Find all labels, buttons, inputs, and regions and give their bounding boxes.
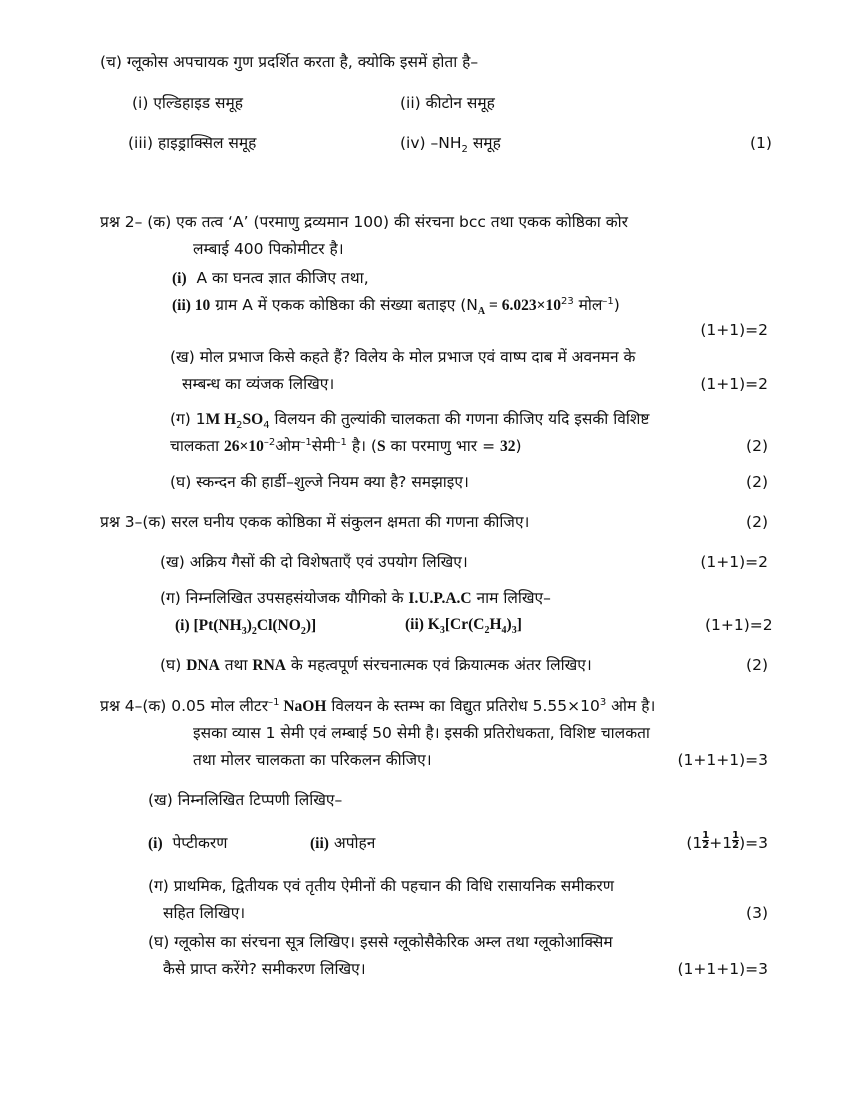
sub-number: (ii) 10 xyxy=(172,297,211,314)
marks: (1+1)=2 xyxy=(700,375,768,393)
marks-part: )=3 xyxy=(739,834,768,852)
question-text: का परमाणु भार = xyxy=(385,437,500,455)
formula-part: ] xyxy=(516,616,522,633)
question-2-ka-i xyxy=(172,266,768,290)
marks xyxy=(686,831,768,855)
question-text: सहित लिखिए। xyxy=(163,904,246,922)
marks: (1+1+1)=3 xyxy=(677,960,768,978)
question-text: इसका व्यास 1 सेमी एवं लम्बाई 50 सेमी है। इसकी प्रतिरोधकता, विशिष्ट चालकता xyxy=(193,724,650,742)
formula-part: (ii) K xyxy=(405,616,440,633)
marks: (1+1)=2 xyxy=(705,616,773,634)
option-text: (iii) हाइड्राक्सिल समूह xyxy=(128,134,257,152)
marks: (2) xyxy=(746,473,768,491)
formula-part: (i) [Pt(NH xyxy=(175,617,242,634)
question-2-ka-line2 xyxy=(193,237,768,261)
formula: M H xyxy=(205,411,237,428)
option-text: (ii) कीटोन समूह xyxy=(400,94,495,112)
option-text: (iv) –NH xyxy=(400,134,462,152)
question-3-ga xyxy=(160,586,768,610)
abbreviation: I.U.P.A.C xyxy=(408,590,472,607)
superscript: –1 xyxy=(300,436,312,448)
subscript: 3 xyxy=(439,625,445,637)
subscript: 2 xyxy=(251,626,257,638)
question-text: के महत्वपूर्ण संरचनात्मक एवं क्रियात्मक अंतर लिखिए। xyxy=(285,656,592,674)
question-text: (ग) 1 xyxy=(170,410,206,428)
question-text: (ख) अक्रिय गैसों की दो विशेषताएँ एवं उपयोग लिखिए। xyxy=(160,553,468,571)
question-text: (घ) स्कन्दन की हार्डी–शुल्जे नियम क्या है? समझाइए। xyxy=(170,473,469,491)
question-text: ग्राम A में एकक कोष्ठिका की संख्या बताइए (N xyxy=(210,296,478,314)
subscript: 2 xyxy=(300,626,306,638)
question-text: तथा मोलर चालकता का परिकलन कीजिए। xyxy=(193,751,432,769)
question-text: (घ) xyxy=(160,656,187,674)
subscript: A xyxy=(477,306,486,318)
sub-number: (ii) xyxy=(310,835,329,852)
question-3-gha xyxy=(160,653,768,677)
value: = 6.023×10 xyxy=(485,297,561,314)
superscript: –1 xyxy=(602,295,614,307)
unit: मोल xyxy=(573,296,603,314)
bracket: ) xyxy=(613,296,620,314)
marks: (1+1)=2 xyxy=(700,553,768,571)
subscript: 2 xyxy=(484,625,490,637)
sub-number: (i) xyxy=(148,835,163,852)
formula-part: )] xyxy=(305,617,317,634)
unit: ओम xyxy=(275,437,301,455)
question-text: विलयन की तुल्यांकी चालकता की गणना कीजिए यदि इसकी विशिष्ट xyxy=(269,410,650,428)
marks: (2) xyxy=(746,513,768,531)
marks: (1+1+1)=3 xyxy=(677,751,768,769)
value: 26×10 xyxy=(224,438,264,455)
question-4-ga-line2 xyxy=(163,901,768,925)
subscript: 3 xyxy=(241,626,247,638)
question-2-kha-line2 xyxy=(182,372,768,396)
question-2-gha xyxy=(170,470,768,494)
abbreviation: RNA xyxy=(252,657,286,674)
question-text: (च) ग्लूकोस अपचायक गुण प्रदर्शित करता है, क्योकि इसमें होता है– xyxy=(100,53,479,71)
formula-i xyxy=(175,617,317,638)
subscript: 3 xyxy=(511,625,517,637)
denominator: 2 xyxy=(732,840,740,851)
sub-number: (i) xyxy=(172,270,187,287)
question-text: प्रश्न 4–(क) 0.05 मोल लीटर xyxy=(100,697,269,715)
numerator: 1 xyxy=(702,830,710,841)
bracket: ) xyxy=(515,437,522,455)
question-1-cha xyxy=(100,50,768,74)
question-2-ga-line2 xyxy=(170,434,768,458)
formula: NaOH xyxy=(279,698,327,715)
subscript: 4 xyxy=(263,420,270,432)
superscript: –2 xyxy=(263,436,276,448)
option-ii xyxy=(400,91,768,115)
superscript: 23 xyxy=(560,295,574,307)
option-text: समूह xyxy=(467,134,501,152)
abbreviation: DNA xyxy=(186,657,220,674)
option-text: (i) एल्डिहाइड समूह xyxy=(132,94,244,112)
question-4-kha xyxy=(148,788,768,812)
subscript: 4 xyxy=(501,625,507,637)
question-text: (घ) ग्लूकोस का संरचना सूत्र लिखिए। इससे ग्लूकोसैकेरिक अम्ल तथा ग्लूकोआक्सिम xyxy=(148,933,613,951)
question-4-ka-line1 xyxy=(100,694,768,718)
option-iv xyxy=(400,131,772,156)
formula-ii xyxy=(405,613,522,637)
item-text: पेप्टीकरण xyxy=(172,834,228,852)
formula-part: [Cr(C xyxy=(444,616,485,633)
formula-part: H xyxy=(489,616,502,633)
question-text: (ग) निम्नलिखित उपसहसंयोजक यौगिको के xyxy=(160,589,409,607)
formula-part: ) xyxy=(506,616,512,633)
marks: (2) xyxy=(746,656,768,674)
question-2-ka-line1 xyxy=(100,210,768,234)
marks-part: (1 xyxy=(686,834,703,852)
marks: (1+1)=2 xyxy=(700,321,768,339)
question-4-ga-line1 xyxy=(148,874,768,898)
question-4-ka-line2 xyxy=(193,721,768,745)
subscript: 2 xyxy=(461,144,468,156)
marks: (2) xyxy=(746,437,768,455)
question-4-kha-items xyxy=(148,831,768,855)
question-text: नाम लिखिए– xyxy=(471,589,551,607)
question-3-kha xyxy=(160,550,768,574)
question-text: है। ( xyxy=(346,437,377,455)
superscript: –1 xyxy=(335,436,347,448)
denominator: 2 xyxy=(702,840,710,851)
question-text: सम्बन्ध का व्यंजक लिखिए। xyxy=(182,375,335,393)
question-3-ga-formulas xyxy=(175,613,773,638)
question-text: लम्बाई 400 पिकोमीटर है। xyxy=(193,240,344,258)
question-4-gha-line2 xyxy=(163,957,768,981)
question-text: (ख) निम्नलिखित टिप्पणी लिखिए– xyxy=(148,791,343,809)
formula-part: Cl(NO xyxy=(256,617,301,634)
question-text: (ख) मोल प्रभाज किसे कहते हैं? विलेय के मोल प्रभाज एवं वाष्प दाब में अवनमन के xyxy=(170,348,636,366)
formula: SO xyxy=(242,411,264,428)
question-text: चालकता xyxy=(170,437,225,455)
numerator: 1 xyxy=(732,830,740,841)
formula-part: ) xyxy=(246,617,252,634)
question-text: कैसे प्राप्त करेंगे? समीकरण लिखिए। xyxy=(163,960,366,978)
question-4-ka-line3 xyxy=(193,748,768,772)
symbol: S xyxy=(376,438,386,455)
question-text: तथा xyxy=(219,656,253,674)
question-text: A का घनत्व ज्ञात कीजिए तथा, xyxy=(196,269,369,287)
subscript: 2 xyxy=(236,420,243,432)
question-text: (ग) प्राथमिक, द्वितीयक एवं तृतीय ऐमीनों की पहचान की विधि रासायनिक समीकरण xyxy=(148,877,614,895)
question-2-kha-line1 xyxy=(170,345,768,369)
question-text: प्रश्न 2– (क) एक तत्व ‘A’ (परमाणु द्रव्यमान 100) की संरचना bcc तथा एकक कोष्ठिका कोर xyxy=(100,213,628,231)
superscript: 3 xyxy=(599,696,607,708)
unit: सेमी xyxy=(311,437,336,455)
question-4-gha-line1 xyxy=(148,930,768,954)
marks: (3) xyxy=(746,904,768,922)
question-text: प्रश्न 3–(क) सरल घनीय एकक कोष्ठिका में संकुलन क्षमता की गणना कीजिए। xyxy=(100,513,530,531)
superscript: –1 xyxy=(268,696,280,708)
item-text: अपोहन xyxy=(328,834,376,852)
question-2-ga-line1 xyxy=(170,407,768,431)
question-text: विलयन के स्तम्भ का विद्युत प्रतिरोध 5.55×10 xyxy=(326,697,600,715)
question-3-ka xyxy=(100,510,768,534)
value: 32 xyxy=(500,438,516,455)
question-text: ओम है। xyxy=(606,697,656,715)
question-2-ka-ii xyxy=(172,293,768,317)
question-2-ka-marks-line xyxy=(100,318,768,342)
marks-part: +1 xyxy=(709,834,733,852)
marks: (1) xyxy=(750,134,772,152)
